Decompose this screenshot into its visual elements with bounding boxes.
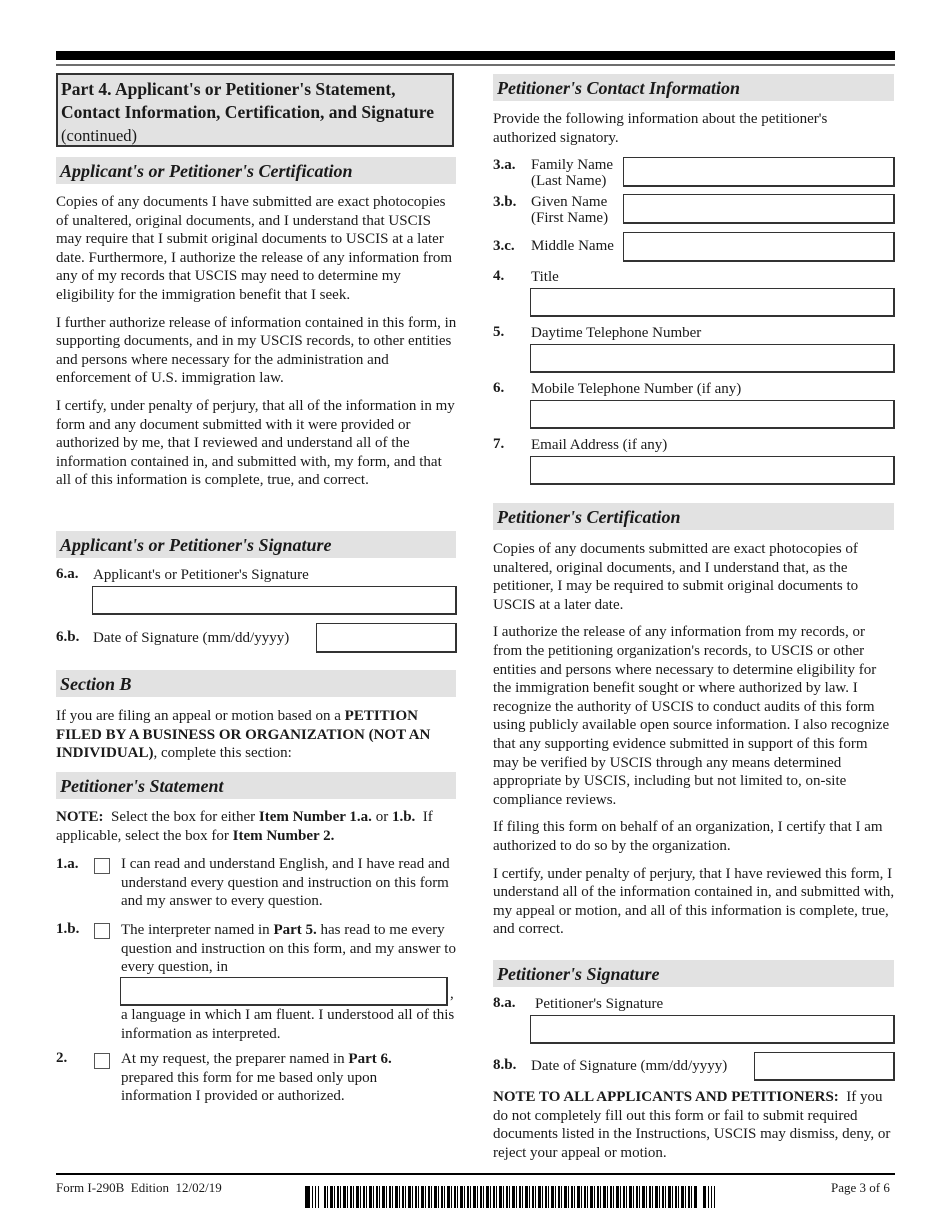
middle-name-field[interactable] xyxy=(623,232,895,262)
part-title-line2: Contact Information, Certification, and Signature xyxy=(61,102,434,122)
footer-rule xyxy=(56,1173,895,1175)
applicant-signature-heading: Applicant's or Petitioner's Signature xyxy=(56,531,456,558)
certification-paragraph-2: I further authorize release of information contained in this form, in supporting documents, and in my USCIS records, to other entities and persons where necessary for the administration and enforcement of U.S. immigration law. xyxy=(56,314,457,387)
item-5-number: 5. xyxy=(493,324,505,340)
title-field[interactable] xyxy=(530,288,895,317)
family-name-field[interactable] xyxy=(623,157,895,187)
item-4-number: 4. xyxy=(493,268,505,284)
item-6a-label: Applicant's or Petitioner's Signature xyxy=(93,567,309,583)
certification-paragraph-3: I certify, under penalty of perjury, that all of the information in my form and any document submitted with it were provided or authorized by me, that I reviewed and understand all of the information contained in, and submitted with, my form, and that all of this information is complete, true, and correct. xyxy=(56,397,455,489)
item-1b-text-after: a language in which I am fluent. I understood all of this information as interpreted. xyxy=(121,1007,455,1042)
statement-note: NOTE: Select the box for either Item Number 1.a. or 1.b. If applicable, select the box for Item Number 2. xyxy=(56,809,437,844)
item-8a-number: 8.a. xyxy=(493,995,516,1011)
petitioner-certification-heading: Petitioner's Certification xyxy=(493,503,894,530)
contact-info-heading: Petitioner's Contact Information xyxy=(493,74,894,101)
petitioner-signature-date-field[interactable] xyxy=(754,1052,895,1081)
item-5-label: Daytime Telephone Number xyxy=(531,325,702,341)
item-3b-number: 3.b. xyxy=(493,194,517,210)
petitioner-certification-paragraph-4: I certify, under penalty of perjury, that I have reviewed this form, I understand all of the information contained in, and submitted with, my appeal or motion, and all of this information is complete, true, and correct. xyxy=(493,865,895,938)
item-2-text: At my request, the preparer named in Part 6. prepared this form for me based only upon information I provided or authorized. xyxy=(121,1051,392,1105)
item-7-label: Email Address (if any) xyxy=(531,437,668,453)
applicant-signature-date-field[interactable] xyxy=(316,623,457,653)
petitioner-certification-paragraph-1: Copies of any documents submitted are exact photocopies of unaltered, original documents, and I understand that, as the petitioner, I may be required to submit original documents to USCIS at a later date. xyxy=(493,541,859,613)
item-6b-label: Date of Signature (mm/dd/yyyy) xyxy=(93,630,290,646)
petitioner-signature-field[interactable] xyxy=(530,1015,895,1044)
header-thick-rule xyxy=(56,51,895,60)
pdf417-barcode-icon xyxy=(305,1186,715,1208)
item-3a-label: Family Name (Last Name) xyxy=(531,157,614,189)
item-8b-number: 8.b. xyxy=(493,1057,517,1073)
section-b-intro: If you are filing an appeal or motion based on a PETITION FILED BY A BUSINESS OR ORGANIZATION (NOT AN INDIVIDUAL), complete this section: xyxy=(56,708,431,762)
item-7-number: 7. xyxy=(493,436,505,452)
petitioner-certification-paragraph-2: I authorize the release of any information from my records, or from the petitioning organization's records, to USCIS or other entities and persons where necessary to determine eligibility for the immigration benefit sought or where authorized by law. I recognize the authority of USCIS to conduct audits of this form using publicly available open source information. I also recognize that any supporting evidence submitted in support of this form may be verified by USCIS through any means determined appropriate by USCIS, including but not limited to, on-site compliance reviews. xyxy=(493,624,890,808)
page-number: Page 3 of 6 xyxy=(831,1180,890,1195)
item-2-checkbox[interactable] xyxy=(94,1053,110,1069)
petitioner-certification-paragraph-3: If filing this form on behalf of an organization, I certify that I am authorized to do so by the organization. xyxy=(493,819,883,854)
item-8a-label: Petitioner's Signature xyxy=(535,996,664,1012)
section-b-heading: Section B xyxy=(56,670,456,697)
email-field[interactable] xyxy=(530,456,895,485)
item-6a-number: 6.a. xyxy=(56,566,79,582)
language-comma: , xyxy=(450,986,454,1002)
certification-paragraph-1: Copies of any documents I have submitted are exact photocopies of unaltered, original documents, and I understand that USCIS may require that I submit original documents to USCIS at a later date. Furthermore, I authorize the release of any information from any of my records that USCIS may need to determine my eligibility for the immigration benefit that I seek. xyxy=(56,194,453,303)
daytime-phone-field[interactable] xyxy=(530,344,895,373)
form-edition: Form I-290B Edition 12/02/19 xyxy=(56,1180,222,1195)
interpreter-language-field[interactable] xyxy=(120,977,448,1006)
item-2-number: 2. xyxy=(56,1050,68,1066)
applicant-certification-text xyxy=(56,193,458,490)
item-6-label: Mobile Telephone Number (if any) xyxy=(531,381,742,397)
part-header xyxy=(56,73,454,147)
item-8b-label: Date of Signature (mm/dd/yyyy) xyxy=(531,1058,728,1074)
item-6-number: 6. xyxy=(493,380,505,396)
item-3c-label: Middle Name xyxy=(531,238,614,254)
item-1a-checkbox[interactable] xyxy=(94,858,110,874)
header-thin-rule xyxy=(56,64,895,66)
mobile-phone-field[interactable] xyxy=(530,400,895,429)
item-1b-checkbox[interactable] xyxy=(94,923,110,939)
part-continued: (continued) xyxy=(61,126,138,145)
item-3b-label: Given Name (First Name) xyxy=(531,194,609,226)
petitioner-signature-heading: Petitioner's Signature xyxy=(493,960,894,987)
applicant-signature-field[interactable] xyxy=(92,586,457,615)
item-3c-number: 3.c. xyxy=(493,238,515,254)
item-6b-number: 6.b. xyxy=(56,629,80,645)
item-4-label: Title xyxy=(531,269,559,285)
given-name-field[interactable] xyxy=(623,194,895,224)
contact-info-intro: Provide the following information about the petitioner's authorized signatory. xyxy=(493,111,828,146)
item-1b-text: The interpreter named in Part 5. has read to me every question and instruction on this form, and my answer to every question, in xyxy=(121,922,456,976)
item-3a-number: 3.a. xyxy=(493,157,516,173)
item-1b-number: 1.b. xyxy=(56,921,80,937)
petitioner-certification-text xyxy=(493,540,895,939)
item-1a-number: 1.a. xyxy=(56,856,79,872)
petitioner-statement-heading: Petitioner's Statement xyxy=(56,772,456,799)
part-title-line1: Part 4. Applicant's or Petitioner's Statement, xyxy=(61,79,396,99)
applicant-certification-heading: Applicant's or Petitioner's Certification xyxy=(56,157,456,184)
note-to-all: NOTE TO ALL APPLICANTS AND PETITIONERS: If you do not completely fill out this form or fail to submit required documents listed in the Instructions, USCIS may dismiss, deny, or reject your appeal or motion. xyxy=(493,1089,895,1161)
item-1a-text: I can read and understand English, and I have read and understand every question and instruction on this form and my answer to every question. xyxy=(121,856,450,910)
